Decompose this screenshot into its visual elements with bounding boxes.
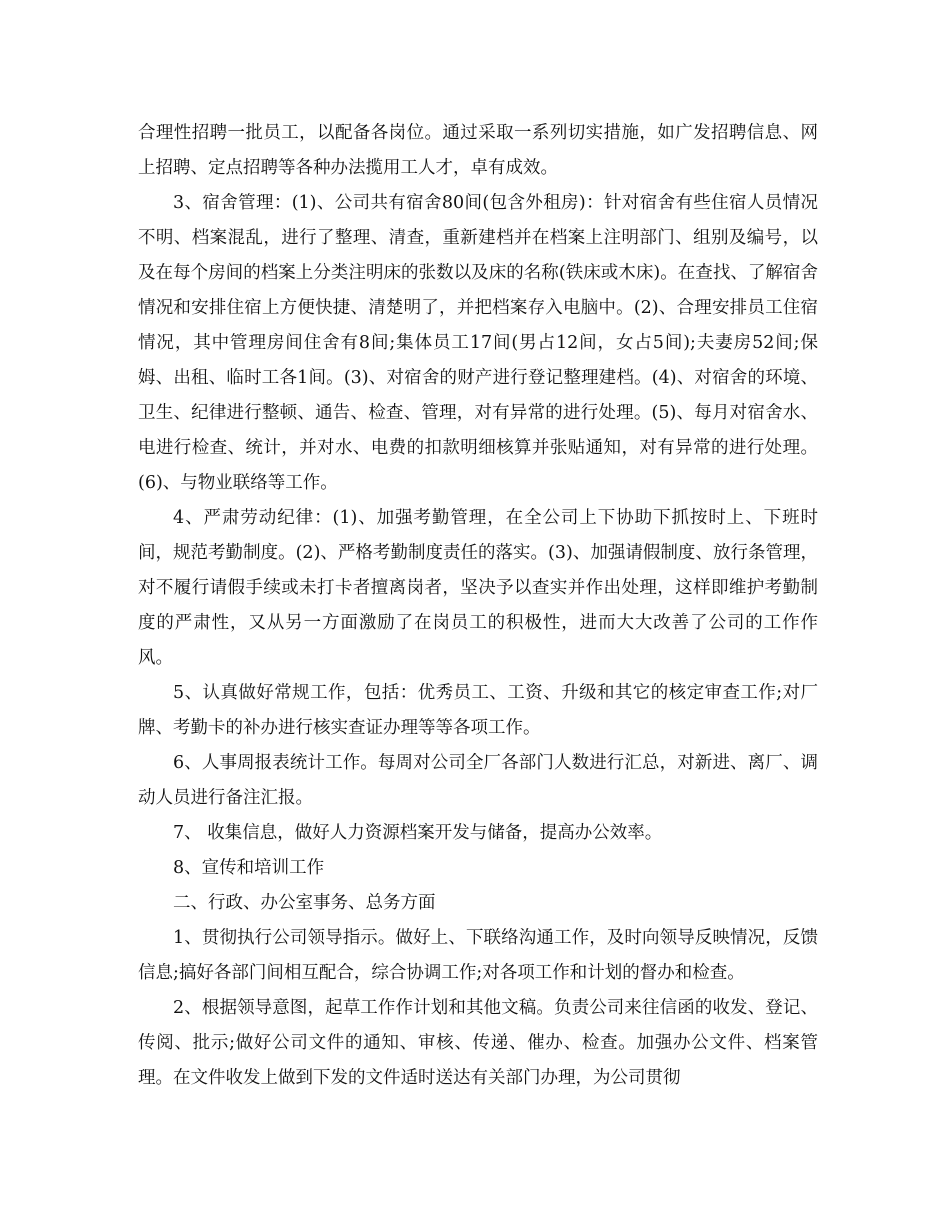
paragraph-labor-discipline: 4、严肃劳动纪律：(1)、加强考勤管理，在全公司上下协助下抓按时上、下班时间，规范考勤制度。(2)、严格考勤制度责任的落实。(3)、加强请假制度、放行条管理，对不履行请假手续或未打卡者擅离岗者，坚决予以查实并作出处理，这样即维护考勤制度的严肃性，又从另一方面激励了在岗员工的积极性，进而大大改善了公司的工作作风。: [138, 508, 818, 668]
paragraph-dormitory-management: 3、宿舍管理：(1)、公司共有宿舍80间(包含外租房)：针对宿舍有些住宿人员情况不明、档案混乱，进行了整理、清查，重新建档并在档案上注明部门、组别及编号，以及在每个房间的档案上分类注明床的张数以及床的名称(铁床或木床)。在查找、了解宿舍情况和安排住宿上方便快捷、清楚明了，并把档案存入电脑中。(2)、合理安排员工住宿情况，其中管理房间住舍有8间;集体员工17间(男占12间，女占5间);夫妻房52间;保姆、出租、临时工各1间。(3)、对宿舍的财产进行登记整理建档。(4)、对宿舍的环境、卫生、纪律进行整顿、通告、检查、管理，对有异常的进行处理。(5)、每月对宿舍水、电进行检查、统计，并对水、电费的扣款明细核算并张贴通知，对有异常的进行处理。(6)、与物业联络等工作。: [138, 193, 818, 493]
paragraph-implement-instructions: 1、贯彻执行公司领导指示。做好上、下联络沟通工作，及时向领导反映情况，反馈信息;搞好各部门间相互配合，综合协调工作;对各项工作和计划的督办和检查。: [138, 928, 818, 983]
paragraph-collect-information: 7、 收集信息，做好人力资源档案开发与储备，提高办公效率。: [173, 823, 663, 843]
paragraph-drafting-documents: 2、根据领导意图，起草工作作计划和其他文稿。负责公司来往信函的收发、登记、传阅、批示;做好公司文件的通知、审核、传递、催办、检查。加强办公文件、档案管理。在文件收发上做到下发的文件适时送达有关部门办理，为公司贯彻: [138, 998, 818, 1088]
paragraph-weekly-report: 6、人事周报表统计工作。每周对公司全厂各部门人数进行汇总，对新进、离厂、调动人员进行备注汇报。: [138, 753, 818, 808]
paragraph-recruitment-continuation: 合理性招聘一批员工，以配备各岗位。通过采取一系列切实措施，如广发招聘信息、网上招聘、定点招聘等各种办法揽用工人才，卓有成效。: [138, 123, 818, 178]
document-body: [138, 116, 818, 1096]
paragraph-routine-work: 5、认真做好常规工作，包括：优秀员工、工资、升级和其它的核定审查工作;对厂牌、考勤卡的补办进行核实查证办理等等各项工作。: [138, 683, 818, 738]
section-heading-administration: 二、行政、办公室事务、总务方面: [173, 893, 436, 913]
paragraph-publicity-training: 8、宣传和培训工作: [173, 858, 325, 878]
